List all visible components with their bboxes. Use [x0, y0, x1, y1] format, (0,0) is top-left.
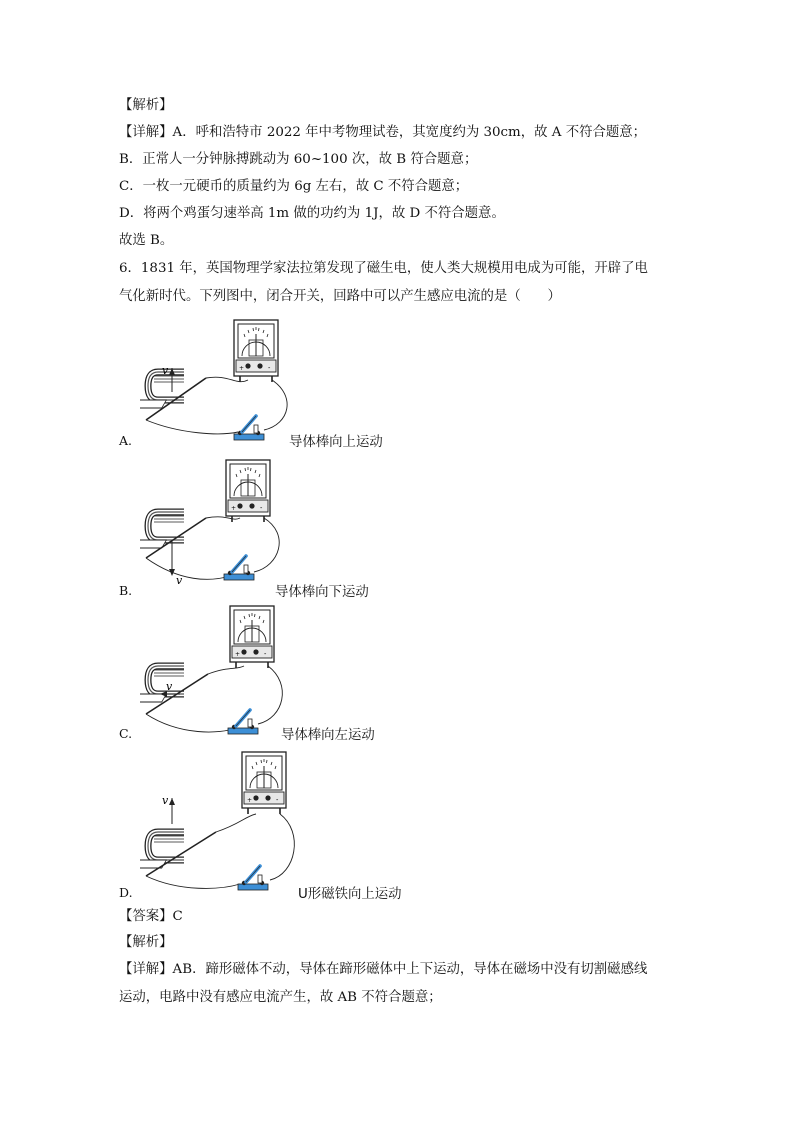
- detail-a: 【详解】A．呼和浩特市 2022 年中考物理试卷，其宽度约为 30cm，故 A 不符合题意；: [119, 125, 647, 140]
- choice-line: 故选 B。: [119, 233, 174, 248]
- detail-ab-line1: 【详解】AB．蹄形磁体不动，导体在蹄形磁体中上下运动，导体在磁场中没有切割磁感线: [119, 962, 648, 977]
- option-a-letter: A.: [119, 433, 133, 448]
- detail-c: C．一枚一元硬币的质量约为 6g 左右，故 C 不符合题意；: [119, 179, 469, 194]
- option-c-letter: C.: [119, 726, 133, 741]
- option-b-figure: [140, 458, 310, 588]
- option-d-letter: D.: [119, 885, 133, 900]
- velocity-label-c: v: [166, 680, 173, 693]
- option-b-letter: B.: [119, 583, 133, 598]
- detail-b: B．正常人一分钟脉搏跳动为 60~100 次，故 B 符合题意；: [119, 152, 478, 167]
- option-d-figure: [140, 750, 310, 898]
- option-c-caption: 导体棒向左运动: [281, 728, 375, 743]
- question-6-line1: 6．1831 年，英国物理学家法拉第发现了磁生电，使人类大规模用电成为可能，开辟了电: [119, 261, 648, 276]
- velocity-label-a: v: [162, 364, 169, 377]
- option-b-caption: 导体棒向下运动: [275, 585, 369, 600]
- detail-ab-line2: 运动，电路中没有感应电流产生，故 AB 不符合题意；: [119, 990, 442, 1005]
- option-c-figure: [140, 604, 310, 736]
- velocity-label-b: v: [176, 574, 183, 587]
- option-d-caption: U形磁铁向上运动: [298, 887, 402, 902]
- answer-line: 【答案】C: [119, 909, 183, 924]
- analysis-tag: 【解析】: [119, 98, 173, 113]
- velocity-label-d: v: [162, 794, 169, 807]
- question-6-line2: 气化新时代。下列图中，闭合开关，回路中可以产生感应电流的是（ ）: [119, 289, 561, 304]
- option-a-caption: 导体棒向上运动: [289, 435, 383, 450]
- analysis-tag-2: 【解析】: [119, 935, 173, 950]
- option-a-figure: [140, 316, 310, 446]
- detail-d: D．将两个鸡蛋匀速举高 1m 做的功约为 1J，故 D 不符合题意。: [119, 206, 505, 221]
